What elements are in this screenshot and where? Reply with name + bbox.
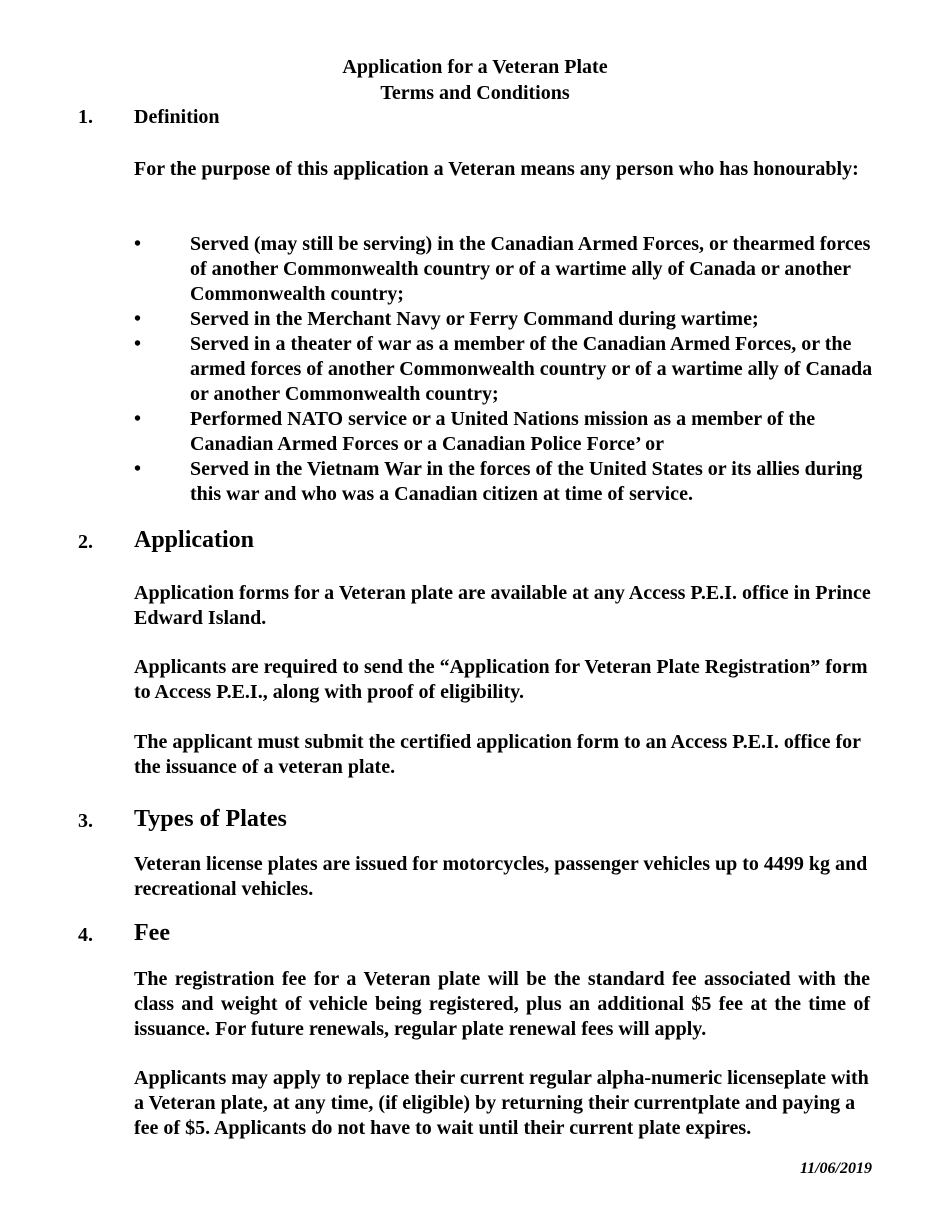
- section-4-heading: Fee: [134, 920, 170, 946]
- document-title-block: [0, 54, 950, 106]
- bullet-icon: •: [134, 408, 142, 430]
- section-3-heading: Types of Plates: [134, 806, 287, 832]
- section-1-heading: Definition: [134, 106, 220, 128]
- section-2-paragraph-3: The applicant must submit the certified application form to an Access P.E.I. office for the issuance of a veteran plate.: [134, 731, 861, 778]
- list-item: [134, 332, 874, 407]
- list-item-text: Performed NATO service or a United Nations mission as a member of the Canadian Armed Forces or a Canadian Police Force’ or: [190, 408, 816, 455]
- list-item: [134, 407, 874, 457]
- list-item: [134, 457, 874, 507]
- list-item-text: Served in the Vietnam War in the forces of the United States or its allies during this war and who was a Canadian citizen at time of service.: [190, 458, 863, 505]
- section-3-paragraph-1: Veteran license plates are issued for motorcycles, passenger vehicles up to 4499 kg and recreational vehicles.: [134, 853, 868, 900]
- bullet-icon: •: [134, 233, 142, 255]
- section-4-paragraph-1: The registration fee for a Veteran plate will be the standard fee associated with the class and weight of vehicle being registered, plus an additional $5 fee at the time of issuance. For future renewals, regular plate renewal fees will apply.: [134, 968, 870, 1040]
- list-item-text: Served in a theater of war as a member of the Canadian Armed Forces, or the armed forces of another Commonwealth country or of a wartime ally of Canada or another Commonwealth country;: [190, 333, 873, 405]
- list-item-text: Served in the Merchant Navy or Ferry Command during wartime;: [190, 308, 759, 330]
- list-item-text: Served (may still be serving) in the Canadian Armed Forces, or thearmed forces of another Commonwealth country or of a wartime ally of Canada or another Commonwealth country;: [190, 233, 871, 305]
- section-2-paragraph-2: Applicants are required to send the “Application for Veteran Plate Registration” form to Access P.E.I., along with proof of eligibility.: [134, 656, 868, 703]
- section-4-paragraph-2: Applicants may apply to replace their current regular alpha-numeric licenseplate with a Veteran plate, at any time, (if eligible) by returning their currentplate and paying a fee of $5. Applicants do not have to wait until their current plate expires.: [134, 1067, 869, 1139]
- section-2-number: 2.: [78, 531, 93, 553]
- bullet-icon: •: [134, 308, 142, 330]
- section-1-intro: For the purpose of this application a Veteran means any person who has honourably:: [134, 158, 859, 180]
- bullet-icon: •: [134, 333, 142, 355]
- list-item: [134, 307, 874, 332]
- section-2-heading: Application: [134, 527, 255, 553]
- section-4-number: 4.: [78, 924, 93, 946]
- section-2-paragraph-1: Application forms for a Veteran plate are available at any Access P.E.I. office in Prince Edward Island.: [134, 582, 871, 629]
- section-1-number: 1.: [78, 106, 93, 128]
- list-item: [134, 232, 874, 307]
- bullet-icon: •: [134, 458, 142, 480]
- section-3-number: 3.: [78, 810, 93, 832]
- veteran-definition-list: [134, 232, 874, 507]
- document-title: Application for a Veteran Plate: [342, 56, 608, 78]
- document-subtitle: Terms and Conditions: [380, 82, 570, 104]
- document-date: 11/06/2019: [799, 1160, 872, 1177]
